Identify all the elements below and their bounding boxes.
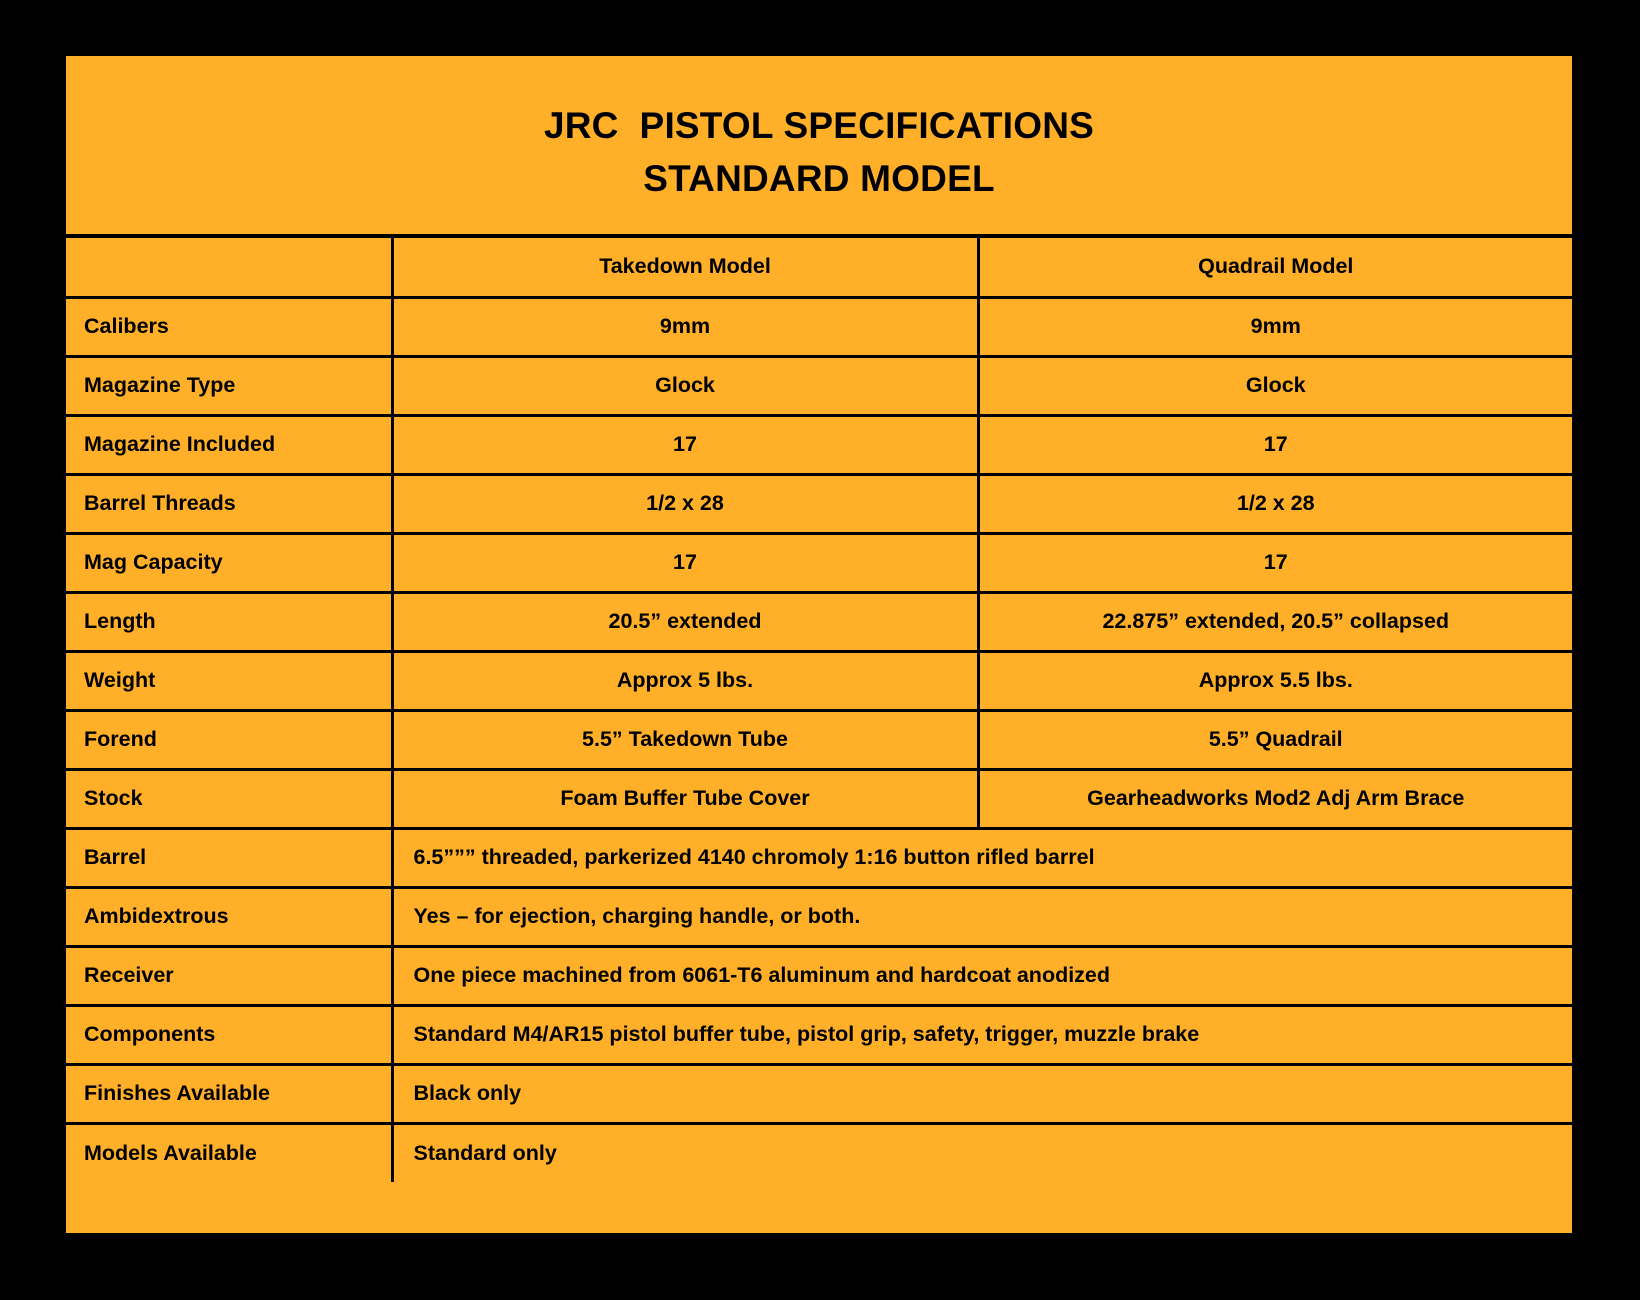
row-label: Mag Capacity xyxy=(66,533,392,592)
row-value-full-width: 6.5””” threaded, parkerized 4140 chromoly 1:16 button rifled barrel xyxy=(392,828,1572,887)
row-value-quadrail: 17 xyxy=(978,415,1572,474)
row-label: Barrel Threads xyxy=(66,474,392,533)
row-value-quadrail: 22.875” extended, 20.5” collapsed xyxy=(978,592,1572,651)
row-label: Stock xyxy=(66,769,392,828)
row-label: Finishes Available xyxy=(66,1064,392,1123)
row-value-quadrail: 17 xyxy=(978,533,1572,592)
table-row xyxy=(66,1123,1572,1182)
row-label: Models Available xyxy=(66,1123,392,1182)
table-row xyxy=(66,1064,1572,1123)
row-label: Receiver xyxy=(66,946,392,1005)
row-label: Magazine Included xyxy=(66,415,392,474)
row-label: Weight xyxy=(66,651,392,710)
row-label: Ambidextrous xyxy=(66,887,392,946)
row-value-full-width: Standard only xyxy=(392,1123,1572,1182)
row-label: Magazine Type xyxy=(66,356,392,415)
row-value-quadrail: Gearheadworks Mod2 Adj Arm Brace xyxy=(978,769,1572,828)
row-value-quadrail: 9mm xyxy=(978,297,1572,356)
table-row xyxy=(66,415,1572,474)
row-value-takedown: Glock xyxy=(392,356,978,415)
row-value-quadrail: 5.5” Quadrail xyxy=(978,710,1572,769)
row-value-takedown: 1/2 x 28 xyxy=(392,474,978,533)
row-value-full-width: Standard M4/AR15 pistol buffer tube, pistol grip, safety, trigger, muzzle brake xyxy=(392,1005,1572,1064)
table-row xyxy=(66,769,1572,828)
table-body xyxy=(66,238,1572,1182)
row-value-takedown: Foam Buffer Tube Cover xyxy=(392,769,978,828)
header-quadrail-model: Quadrail Model xyxy=(978,238,1572,297)
title-line-1: JRC PISTOL SPECIFICATIONS xyxy=(543,105,1094,146)
header-takedown-model: Takedown Model xyxy=(392,238,978,297)
row-value-full-width: One piece machined from 6061-T6 aluminum and hardcoat anodized xyxy=(392,946,1572,1005)
row-label: Components xyxy=(66,1005,392,1064)
row-value-takedown: 20.5” extended xyxy=(392,592,978,651)
title-line-2: STANDARD MODEL xyxy=(643,157,995,199)
row-value-quadrail: Glock xyxy=(978,356,1572,415)
row-value-full-width: Yes – for ejection, charging handle, or both. xyxy=(392,887,1572,946)
row-label: Barrel xyxy=(66,828,392,887)
row-value-quadrail: 1/2 x 28 xyxy=(978,474,1572,533)
row-value-takedown: 9mm xyxy=(392,297,978,356)
table-row xyxy=(66,651,1572,710)
title-banner xyxy=(66,56,1572,238)
spec-sheet-panel xyxy=(66,56,1572,1233)
row-label: Forend xyxy=(66,710,392,769)
header-label-column xyxy=(66,238,392,297)
table-row xyxy=(66,297,1572,356)
row-value-quadrail: Approx 5.5 lbs. xyxy=(978,651,1572,710)
table-row xyxy=(66,474,1572,533)
table-row xyxy=(66,533,1572,592)
row-value-takedown: Approx 5 lbs. xyxy=(392,651,978,710)
table-row xyxy=(66,710,1572,769)
table-row xyxy=(66,1005,1572,1064)
table-row xyxy=(66,356,1572,415)
table-row xyxy=(66,828,1572,887)
table-header-row xyxy=(66,238,1572,297)
table-row xyxy=(66,887,1572,946)
table-row xyxy=(66,592,1572,651)
row-label: Length xyxy=(66,592,392,651)
row-value-takedown: 5.5” Takedown Tube xyxy=(392,710,978,769)
row-value-takedown: 17 xyxy=(392,415,978,474)
table-row xyxy=(66,946,1572,1005)
row-value-takedown: 17 xyxy=(392,533,978,592)
row-value-full-width: Black only xyxy=(392,1064,1572,1123)
row-label: Calibers xyxy=(66,297,392,356)
specifications-table xyxy=(66,238,1572,1182)
